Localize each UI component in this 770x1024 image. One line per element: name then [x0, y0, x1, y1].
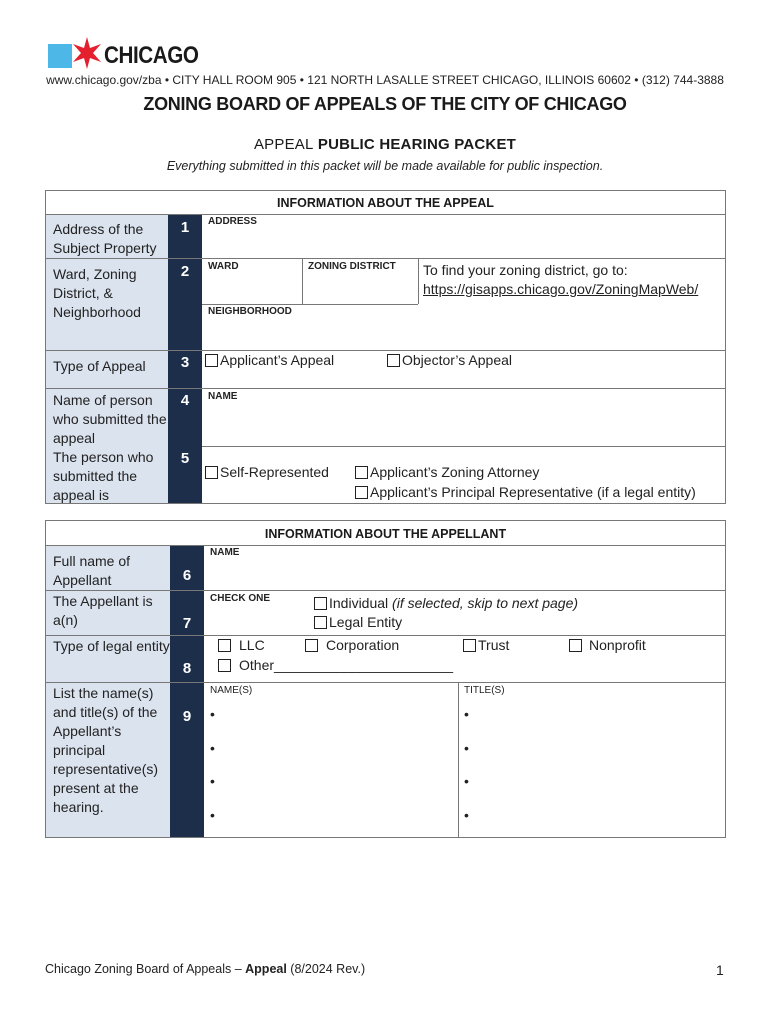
checkbox[interactable] [463, 639, 476, 652]
row-number-8: 8 [170, 636, 204, 682]
checkbox[interactable] [569, 639, 582, 652]
zoning-map-link[interactable]: https://gisapps.chicago.gov/ZoningMapWeb/ [423, 281, 699, 297]
legal-entity-option[interactable] [314, 614, 402, 630]
row-number-1: 1 [168, 214, 202, 260]
title-bullet[interactable]: • [464, 740, 469, 756]
row-number-6: 6 [170, 546, 204, 590]
subtitle-part2: PUBLIC HEARING PACKET [317, 136, 517, 153]
divider [302, 259, 303, 304]
divider [202, 304, 418, 305]
option-label: Self-Represented [220, 464, 329, 480]
nonprofit-option[interactable] [569, 637, 646, 653]
row-number-3: 3 [168, 351, 202, 388]
public-inspection-note: Everything submitted in this packet will be made available for public inspection. [166, 159, 604, 173]
chicago-star-icon [70, 36, 104, 70]
page-number: 1 [716, 962, 724, 978]
option-label: Other_______________________ [239, 657, 454, 673]
footer-revision: (8/2024 Rev.) [286, 962, 366, 976]
option-label: Applicant’s Zoning Attorney [370, 464, 540, 480]
checkbox[interactable] [355, 486, 368, 499]
name-field-label: NAME [208, 391, 238, 402]
legal-entity-type-label: Type of legal entity [46, 636, 170, 682]
title-bullet[interactable]: • [464, 807, 469, 823]
appeal-section-heading: INFORMATION ABOUT THE APPEAL [277, 196, 494, 210]
submitter-name-label: Name of person who submitted the appeal [46, 389, 168, 447]
row-number-5: 5 [168, 447, 202, 503]
appellant-name-input[interactable] [205, 560, 723, 588]
checkbox[interactable] [305, 639, 318, 652]
checkbox[interactable] [218, 639, 231, 652]
zoning-district-field-label: ZONING DISTRICT [308, 261, 396, 272]
llc-option[interactable] [218, 637, 265, 653]
address-label: Address of the Subject Property [46, 214, 168, 258]
checkbox[interactable] [355, 466, 368, 479]
individual-option[interactable] [314, 595, 578, 611]
submitter-name-input[interactable] [203, 403, 723, 443]
title-bullet[interactable]: • [464, 706, 469, 722]
corporation-option[interactable] [305, 637, 399, 653]
address-input[interactable] [203, 228, 723, 256]
checkbox[interactable] [314, 616, 327, 629]
titles-column-label: TITLE(S) [464, 685, 505, 696]
name-bullet[interactable]: • [210, 706, 215, 722]
self-represented-option[interactable] [205, 464, 329, 480]
option-label: Trust [478, 637, 510, 653]
name-bullet[interactable]: • [210, 807, 215, 823]
neighborhood-field-label: NEIGHBORHOOD [208, 306, 292, 317]
type-of-appeal-label: Type of Appeal [46, 351, 168, 388]
checkbox[interactable] [314, 597, 327, 610]
objectors-appeal-option[interactable] [387, 352, 512, 368]
option-label: Objector’s Appeal [402, 352, 512, 368]
ward-zoning-label: Ward, Zoning District, & Neighborhood [46, 259, 168, 350]
logo-text: CHICAGO [104, 42, 199, 69]
option-note: (if selected, skip to next page) [392, 595, 579, 611]
row-number-9: 9 [170, 683, 204, 837]
name-bullet[interactable]: • [210, 773, 215, 789]
ward-field-label: WARD [208, 261, 239, 272]
logo-blue-block [48, 44, 72, 68]
option-label: LLC [239, 637, 265, 653]
appellant-full-name-label: Full name of Appellant [46, 546, 170, 590]
appellant-type-label: The Appellant is a(n) [46, 591, 170, 635]
check-one-label: CHECK ONE [210, 593, 271, 604]
option-label: Nonprofit [589, 637, 646, 653]
checkbox[interactable] [218, 659, 231, 672]
divider [418, 259, 419, 304]
footer-form-name [45, 962, 365, 976]
trust-option[interactable] [463, 637, 509, 653]
divider [202, 446, 726, 447]
row-number-7: 7 [170, 591, 204, 635]
divider [46, 214, 726, 215]
other-option[interactable] [218, 657, 453, 673]
appellant-section-heading: INFORMATION ABOUT THE APPELLANT [264, 527, 507, 541]
subtitle-part1: APPEAL [253, 136, 314, 153]
appellant-name-field-label: NAME [210, 547, 240, 558]
page-title: ZONING BOARD OF APPEALS OF THE CITY OF CHICAGO [143, 94, 627, 114]
names-column-label: NAME(S) [210, 685, 253, 696]
row-number-2: 2 [168, 259, 202, 351]
name-bullet[interactable]: • [210, 740, 215, 756]
address-field-label: ADDRESS [208, 216, 257, 227]
option-label: Individual [329, 595, 389, 611]
neighborhood-input[interactable] [203, 318, 723, 348]
option-label: Corporation [326, 637, 400, 653]
option-label: Applicant’s Principal Representative (if a legal entity) [370, 484, 696, 500]
checkbox[interactable] [205, 354, 218, 367]
option-label: Applicant’s Appeal [220, 352, 335, 368]
contact-line: www.chicago.gov/zba • CITY HALL ROOM 905 • 121 NORTH LASALLE STREET CHICAGO, ILLINOIS 60602 • (312) 744-3888 [46, 73, 724, 87]
zoning-attorney-option[interactable] [355, 464, 539, 480]
footer-form-type: Appeal [245, 962, 287, 976]
footer-prefix: Chicago Zoning Board of Appeals – [45, 962, 246, 976]
divider [458, 683, 459, 837]
title-bullet[interactable]: • [464, 773, 469, 789]
option-label: Legal Entity [329, 614, 403, 630]
checkbox[interactable] [387, 354, 400, 367]
zoning-hint-text: To find your zoning district, go to: [423, 262, 628, 278]
row-number-4: 4 [168, 389, 202, 447]
applicants-appeal-option[interactable] [205, 352, 334, 368]
principal-representative-option[interactable] [355, 484, 696, 500]
page-subtitle [0, 136, 770, 153]
submitter-type-label: The person who submitted the appeal is [46, 447, 168, 503]
representatives-label: List the name(s) and title(s) of the Appellant’s principal representative(s) present at the hearing. [46, 683, 170, 837]
checkbox[interactable] [205, 466, 218, 479]
